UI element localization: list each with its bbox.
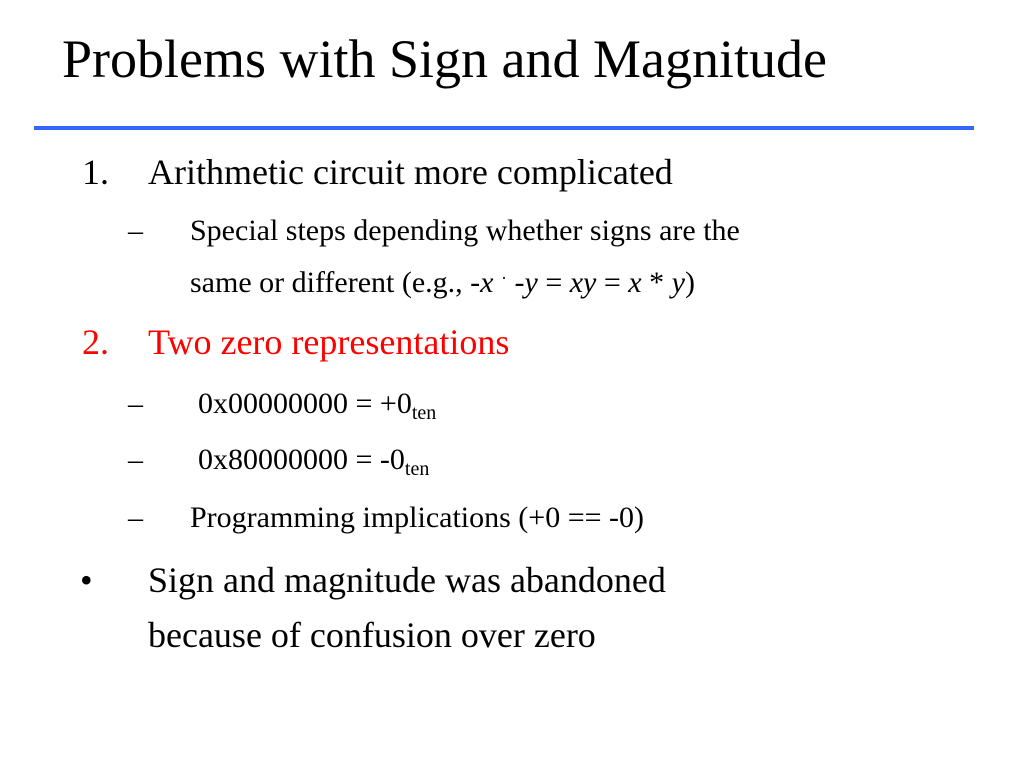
var-xy: xy [569, 266, 597, 299]
title-underline [34, 126, 974, 130]
sub-item-2-1-text [198, 385, 436, 423]
list-item-1 [0, 150, 1024, 196]
list-item-3-line1: Sign and magnitude was abandoned [148, 560, 666, 600]
equals-1: = [537, 266, 570, 299]
sub-item-2-3-marker: – [128, 501, 143, 534]
list-item-3-line2: because of confusion over zero [148, 615, 596, 655]
list-item-2-text: Two zero representations [148, 322, 510, 362]
list-item-2-marker: 2. [82, 322, 109, 362]
list-item-3 [0, 558, 1024, 604]
list-item-1-text: Arithmetic circuit more complicated [148, 152, 673, 192]
bullet-icon: • [80, 560, 93, 600]
var-y-2: y [671, 266, 685, 299]
example-prefix: same or different (e.g., - [190, 266, 481, 299]
var-y: y [524, 266, 538, 299]
times-operator: * [641, 266, 672, 299]
sub-item-2-2-subscript: ten [404, 458, 430, 480]
sub-item-1-1-marker: – [128, 214, 143, 247]
sub-item-2-3 [0, 499, 1024, 539]
list-item-2 [0, 320, 1024, 366]
sub-item-1-1-line2 [190, 264, 695, 302]
close-paren: ) [684, 266, 695, 299]
dot-operator: · [500, 268, 507, 288]
sub-item-2-1 [0, 385, 1024, 425]
sub-item-2-2-value: 0x80000000 = -0 [198, 443, 405, 476]
sub-item-2-1-value: 0x00000000 = +0 [198, 387, 412, 420]
slide-title: Problems with Sign and Magnitude [62, 29, 827, 89]
sub-item-1-1-line1: Special steps depending whether signs are the [190, 214, 740, 247]
var-x-2: x [628, 266, 642, 299]
list-item-3-cont [0, 613, 1024, 659]
sub-item-2-1-marker: – [128, 387, 143, 420]
equals-2: = [596, 266, 629, 299]
list-item-1-marker: 1. [82, 152, 109, 192]
var-x: x [480, 266, 494, 299]
sub-item-2-3-text: Programming implications (+0 == -0) [190, 501, 645, 534]
sub-item-2-1-subscript: ten [411, 402, 437, 424]
neg-sign: - [506, 266, 525, 299]
sub-item-2-2-marker: – [128, 443, 143, 476]
sub-item-1-1-cont [0, 264, 1024, 304]
sub-item-2-2-text [198, 441, 429, 479]
sub-item-2-2 [0, 441, 1024, 481]
sub-item-1-1 [0, 212, 1024, 252]
